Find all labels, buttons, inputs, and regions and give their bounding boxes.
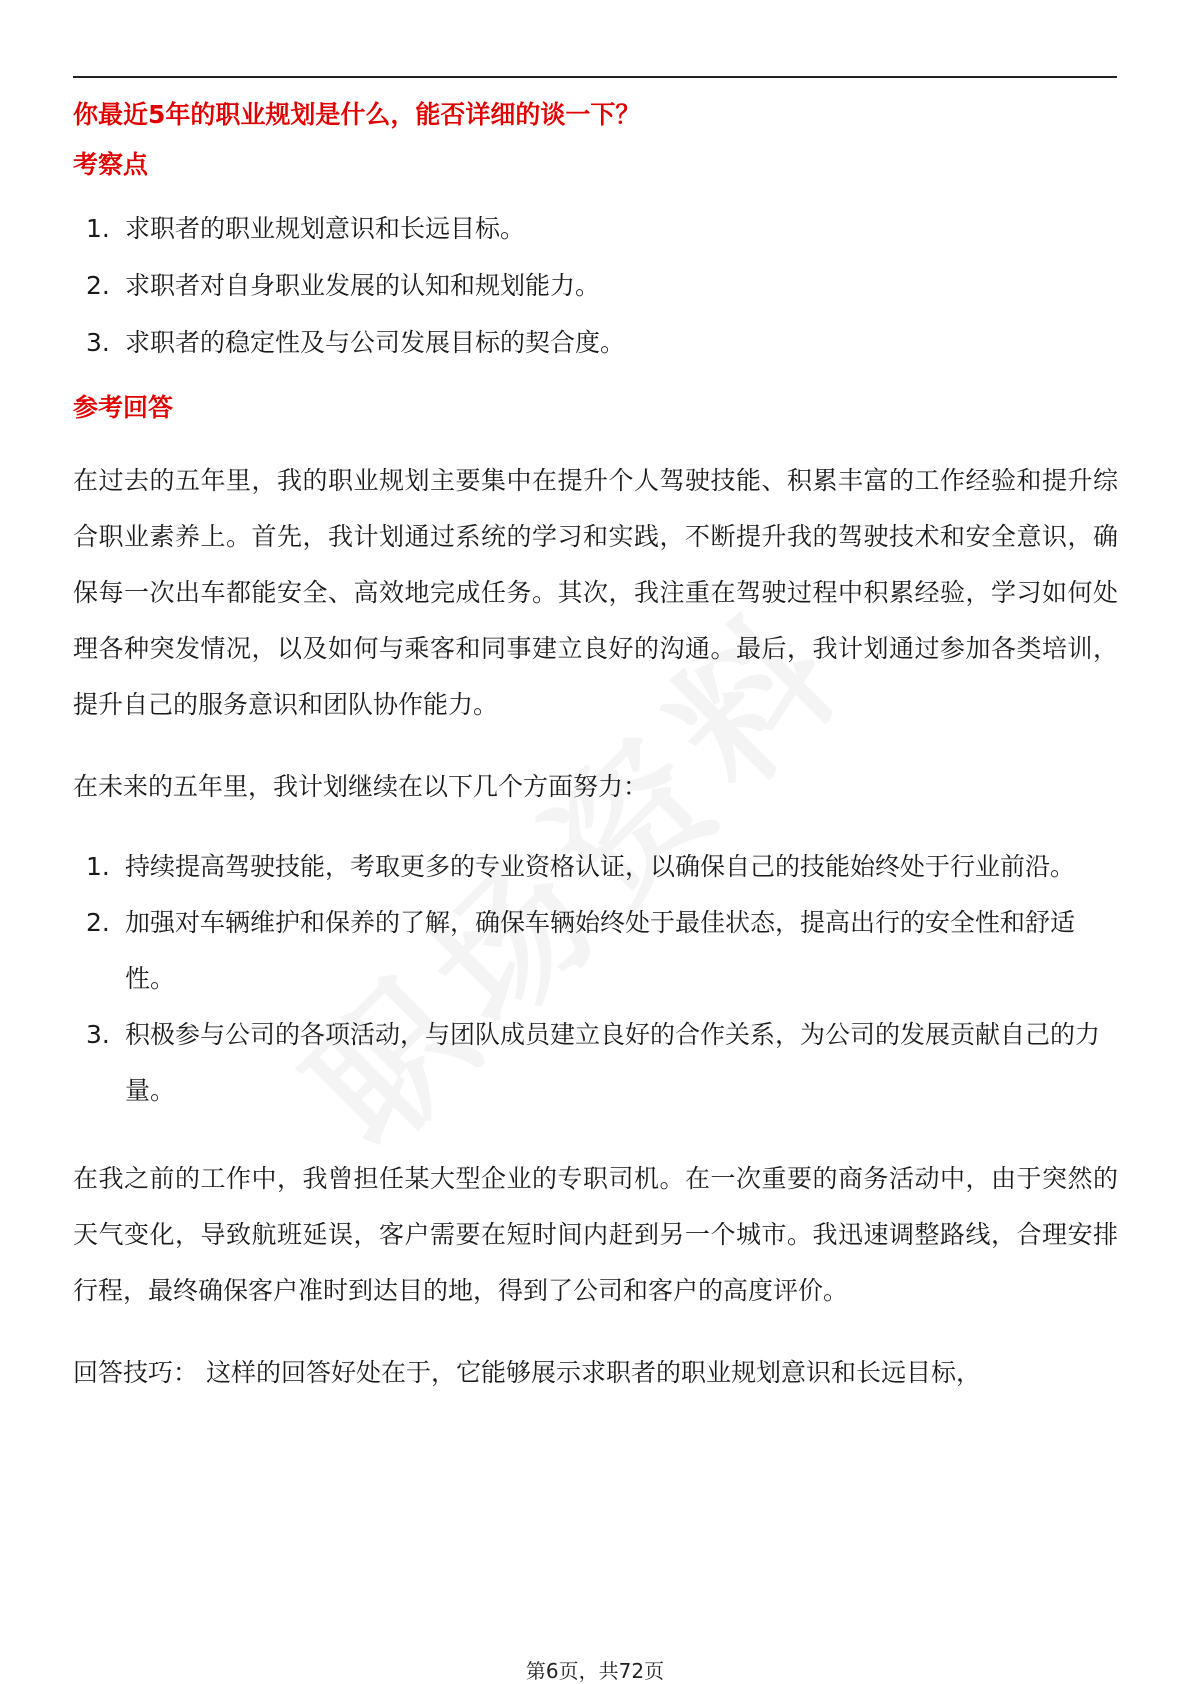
answer-paragraph-past: 在过去的五年里，我的职业规划主要集中在提升个人驾驶技能、积累丰富的工作经验和提升综合职业素养上。首先，我计划通过系统的学习和实践，不断提升我的驾驶技术和安全意识，确保每一次出车都能安全、高效地完成任务。其次，我注重在驾驶过程中积累经验，学习如何处理各种突发情况，以及如何与乘客和同事建立良好的沟通。最后，我计划通过参加各类培训，提升自己的服务意识和团队协作能力。 xyxy=(73,466,1118,719)
list-number: 3. xyxy=(86,1020,110,1049)
list-number: 2. xyxy=(86,271,110,300)
list-item xyxy=(73,839,1118,895)
question-title: 你最近5年的职业规划是什么，能否详细的谈一下？ xyxy=(73,100,641,129)
answer-tip: 回答技巧： 这样的回答好处在于，它能够展示求职者的职业规划意识和长远目标， xyxy=(73,1358,981,1387)
list-text: 求职者的稳定性及与公司发展目标的契合度。 xyxy=(125,328,626,357)
page-number: 第6页，共72页 xyxy=(525,1659,665,1683)
list-number: 2. xyxy=(86,908,110,937)
section-heading-answer: 参考回答 xyxy=(73,393,174,422)
list-text: 积极参与公司的各项活动，与团队成员建立良好的合作关系，为公司的发展贡献自己的力量。 xyxy=(125,1020,1101,1105)
plan-list xyxy=(73,839,1118,1119)
list-text: 求职者对自身职业发展的认知和规划能力。 xyxy=(125,271,601,300)
section-heading-focus: 考察点 xyxy=(73,150,149,179)
list-item xyxy=(73,200,1118,257)
list-number: 1. xyxy=(86,852,110,881)
list-item xyxy=(73,257,1118,314)
answer-paragraph-future: 在未来的五年里，我计划继续在以下几个方面努力： xyxy=(73,772,649,801)
answer-paragraph-example: 在我之前的工作中，我曾担任某大型企业的专职司机。在一次重要的商务活动中，由于突然的天气变化，导致航班延误，客户需要在短时间内赶到另一个城市。我迅速调整路线，合理安排行程，最终确保客户准时到达目的地，得到了公司和客户的高度评价。 xyxy=(73,1164,1118,1305)
header-rule xyxy=(73,76,1117,78)
list-text: 持续提高驾驶技能，考取更多的专业资格认证，以确保自己的技能始终处于行业前沿。 xyxy=(125,852,1076,881)
page-content xyxy=(73,90,1118,1401)
list-item xyxy=(73,895,1118,1007)
list-text: 加强对车辆维护和保养的了解，确保车辆始终处于最佳状态，提高出行的安全性和舒适性。 xyxy=(125,908,1076,993)
list-item xyxy=(73,1007,1118,1119)
list-item xyxy=(73,314,1118,371)
list-text: 求职者的职业规划意识和长远目标。 xyxy=(125,214,526,243)
list-number: 1. xyxy=(86,214,110,243)
list-number: 3. xyxy=(86,328,110,357)
focus-list xyxy=(73,200,1118,371)
